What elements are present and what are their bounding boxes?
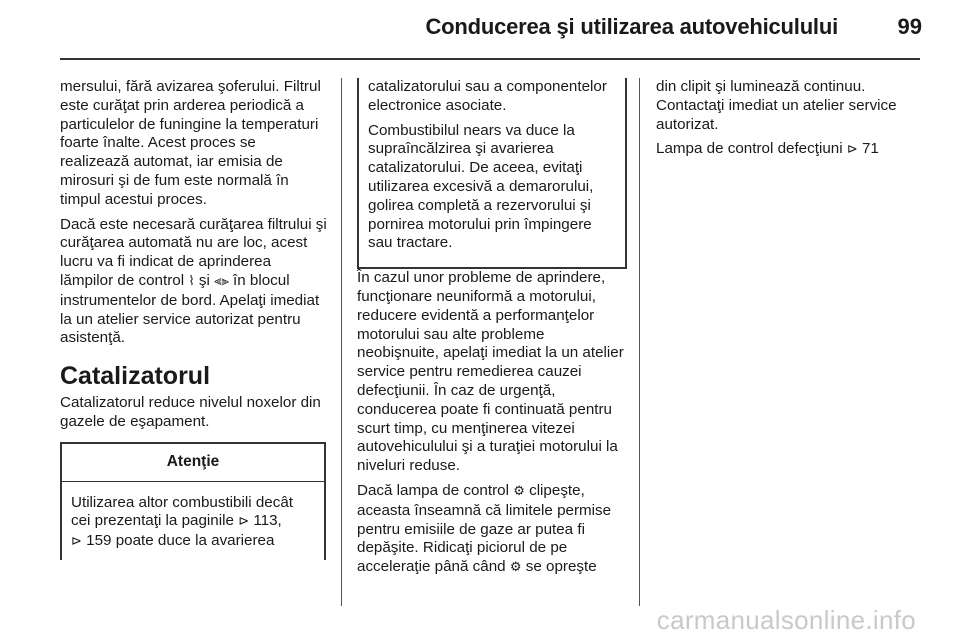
page-reference-link[interactable]: 113, bbox=[253, 512, 282, 530]
warning-box bbox=[60, 442, 326, 560]
warning-text-fuel: Combustibilul nears va duce la supraîncălzirea şi avarierea catalizatorului. De aceea, evitaţi utilizarea excesivă a demarorului, golirea completă a rezervorului şi pornirea motorului prin împingere sau tractare. bbox=[368, 121, 594, 252]
paragraph-catalyst-intro: Catalizatorul reduce nivelul noxelor din gazele de eşapament. bbox=[60, 394, 321, 430]
paragraph-malfunction-lamp: Lampa de control defecţiuni ⊳ 71 bbox=[656, 140, 879, 158]
warning-title: Atenţie bbox=[62, 444, 324, 482]
header-divider bbox=[60, 58, 920, 60]
diesel-particle-filter-lamp-icon: ⫷⫸ bbox=[214, 273, 229, 289]
column-1 bbox=[60, 78, 328, 560]
column-3 bbox=[656, 78, 924, 166]
page-reference-link[interactable]: 159 poate duce la avarierea bbox=[86, 532, 275, 550]
engine-check-lamp-icon: ⚙ bbox=[513, 483, 525, 499]
engine-check-lamp-icon: ⚙ bbox=[509, 560, 522, 576]
warning-text-continued: catalizatorului sau a componentelor electronice asociate. bbox=[368, 78, 607, 114]
arrow-reference-icon: ⊳ bbox=[846, 142, 858, 158]
paragraph-continuous-light: din clipit şi luminează continuu. Contactaţi imediat un atelier service autorizat. bbox=[656, 78, 897, 133]
paragraph-engine-problems: În cazul unor probleme de aprindere, funcţionare neuniformă a motorului, reducere evidentă a performanţelor motorului sau alte probleme neobişnuite, apelaţi imediat la un atelier service pentru remedierea cauzei defecţiunii. În caz de urgenţă, conducerea poate fi continuată pentru scurt timp, cu menţinerea vitezei autovehiculului şi a turaţiei motorului la niveluri reduse. bbox=[357, 269, 624, 475]
paragraph-filter-warning: Dacă este necesară curăţarea filtrului şi curăţarea automată nu are loc, acest lucru va fi indicat de aprinderea lămpilor de control ⌇ şi ⫷⫸ în blocul instrumentelor de bord. Apelaţi imediat la un atelier service autorizat pentru asistenţă. bbox=[60, 215, 327, 347]
column-2 bbox=[357, 78, 625, 584]
paragraph-filter-cleaning: mersului, fără avizarea şoferului. Filtrul este curăţat prin arderea periodică a particulelor de funingine la temperaturi foarte înalte. Acest proces se realizează automat, iar emisia de mirosuri şi de fum este normală în timpul acestui proces. bbox=[60, 78, 321, 208]
warning-box-continued bbox=[357, 78, 627, 269]
section-title-catalyst: Catalizatorul bbox=[60, 362, 211, 391]
page-header-title: Conducerea şi utilizarea autovehiculului bbox=[425, 14, 838, 39]
arrow-reference-icon: ⊳ bbox=[71, 534, 82, 550]
arrow-reference-icon: ⊳ bbox=[238, 514, 250, 530]
page-reference-link[interactable]: 71 bbox=[861, 140, 879, 158]
paragraph-control-lamp: Dacă lampa de control ⚙ clipeşte, aceasta înseamnă că limitele permise pentru emisiile de gaze ar putea fi depăşite. Ridicaţi piciorul de pe acceleraţie până când ⚙ se opreşte bbox=[357, 481, 612, 576]
column-divider-2 bbox=[639, 78, 640, 606]
preheating-lamp-icon: ⌇ bbox=[188, 273, 195, 289]
page-number: 99 bbox=[897, 14, 922, 39]
watermark: carmanualsonline.info bbox=[656, 605, 916, 635]
warning-text: Utilizarea altor combustibili decât cei prezentaţi la paginile ⊳ 113, ⊳ 159 poate duce la avarierea bbox=[71, 493, 293, 550]
column-divider-1 bbox=[341, 78, 342, 606]
